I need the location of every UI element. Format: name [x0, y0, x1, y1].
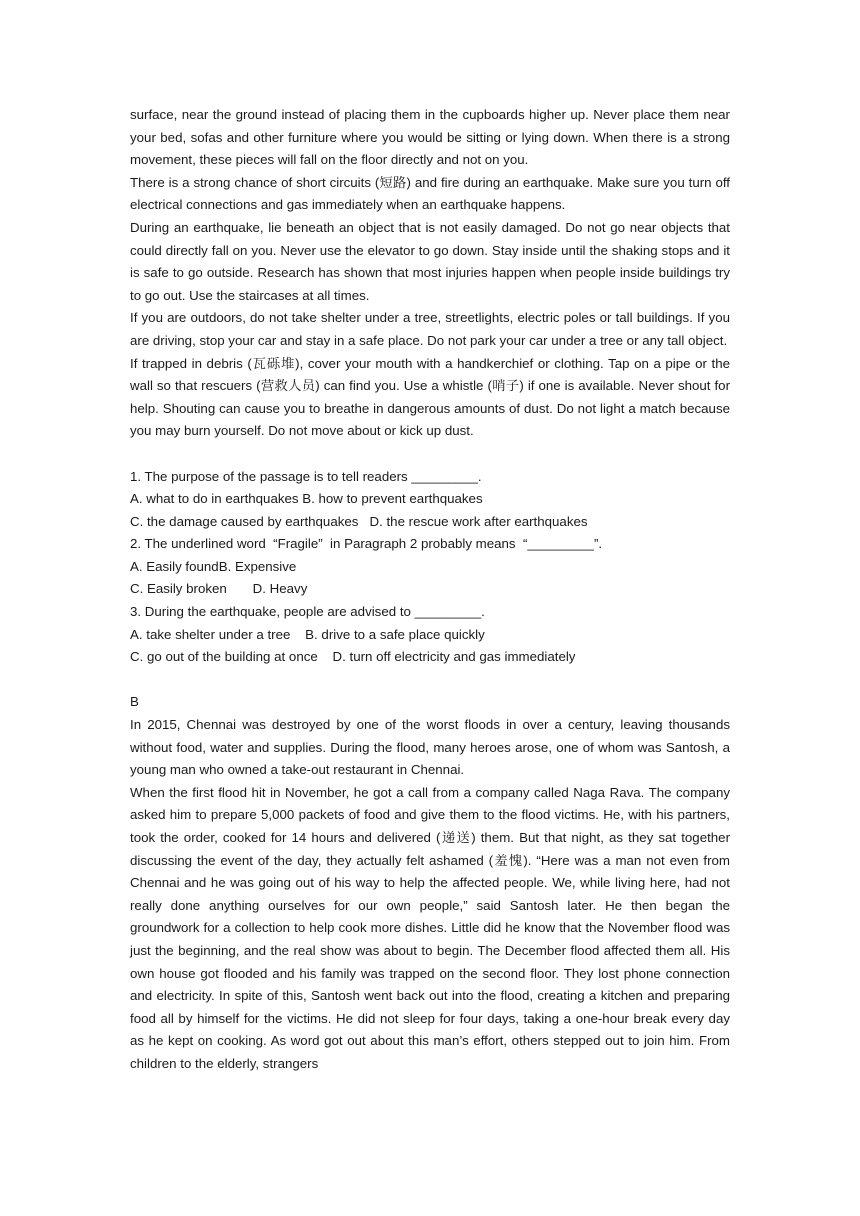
paragraph: If trapped in debris (瓦砾堆), cover your mouth with a handkerchief or clothing. Tap on a pipe or the wall so that rescuers (营救人员) can find you. Use a whistle (哨子) if one is available. Never shout for help. Shouting can cause you to breathe in dangerous amounts of dust. Do not light a match because you may burn yourself. Do not move about or kick up dust. — [130, 355, 730, 439]
option-line: C. go out of the building at once D. turn off electricity and gas immediately — [130, 649, 576, 665]
option-line: C. the damage caused by earthquakes D. the rescue work after earthquakes — [130, 513, 588, 529]
option-line: A. take shelter under a tree B. drive to a safe place quickly — [130, 626, 485, 642]
passage-b — [130, 691, 730, 1075]
paragraph: When the first flood hit in November, he got a call from a company called Naga Rava. The company asked him to prepare 5,000 packets of food and give them to the flood victims. He, with his partners, took the order, cooked for 14 hours and delivered (递送) them. But that night, as they sat together discussing the event of the day, they actually felt ashamed (羞愧). “Here was a man not even from Chennai and he was going out of his way to help the affected people. We, while living here, had not really done anything ourselves for our own people,” said Santosh later. He then began the groundwork for a collection to help cook more dishes. Little did he know that the November flood was just the beginning, and the real show was about to begin. The December flood affected them all. His own house got flooded and his family was trapped on the second floor. They lost phone connection and electricity. In spite of this, Santosh went back out into the flood, creating a kitchen and preparing food all by himself for the victims. He did not sleep for four days, taking a one-hour break every day as he kept on cooking. As word got out about this man’s effort, others stepped out to join him. From children to the elderly, strangers — [130, 784, 730, 1071]
question-line: 1. The purpose of the passage is to tell readers _________. — [130, 468, 482, 484]
paragraph: There is a strong chance of short circuits (短路) and fire during an earthquake. Make sure you turn off electrical connections and gas immediately when an earthquake happens. — [130, 174, 730, 213]
option-line: A. what to do in earthquakes B. how to prevent earthquakes — [130, 491, 483, 507]
question-block — [130, 466, 730, 669]
passage-a — [130, 104, 730, 443]
question-line: 3. During the earthquake, people are advised to _________. — [130, 604, 485, 620]
paragraph: In 2015, Chennai was destroyed by one of the worst floods in over a century, leaving thousands without food, water and supplies. During the flood, many heroes arose, one of whom was Santosh, a young man who owned a take-out restaurant in Chennai. — [130, 717, 730, 778]
paragraph: surface, near the ground instead of placing them in the cupboards higher up. Never place them near your bed, sofas and other furniture where you would be sitting or lying down. When there is a strong movement, these pieces will fall on the floor directly and not on you. — [130, 107, 730, 168]
paragraph: If you are outdoors, do not take shelter under a tree, streetlights, electric poles or tall buildings. If you are driving, stop your car and stay in a safe place. Do not park your car under a tree or any tall object. — [130, 310, 730, 348]
document-page — [130, 104, 730, 1076]
spacer — [130, 443, 730, 466]
spacer — [130, 669, 730, 692]
option-line: C. Easily broken D. Heavy — [130, 581, 308, 597]
section-heading: B — [130, 694, 139, 710]
paragraph: During an earthquake, lie beneath an object that is not easily damaged. Do not go near objects that could directly fall on you. Never use the elevator to go down. Stay inside until the shaking stops and it is safe to go outside. Research has shown that most injuries happen when people inside buildings try to go out. Use the staircases at all times. — [130, 219, 730, 303]
question-line: 2. The underlined word “Fragile” in Paragraph 2 probably means “_________”. — [130, 536, 603, 552]
option-line: A. Easily foundB. Expensive — [130, 558, 297, 574]
